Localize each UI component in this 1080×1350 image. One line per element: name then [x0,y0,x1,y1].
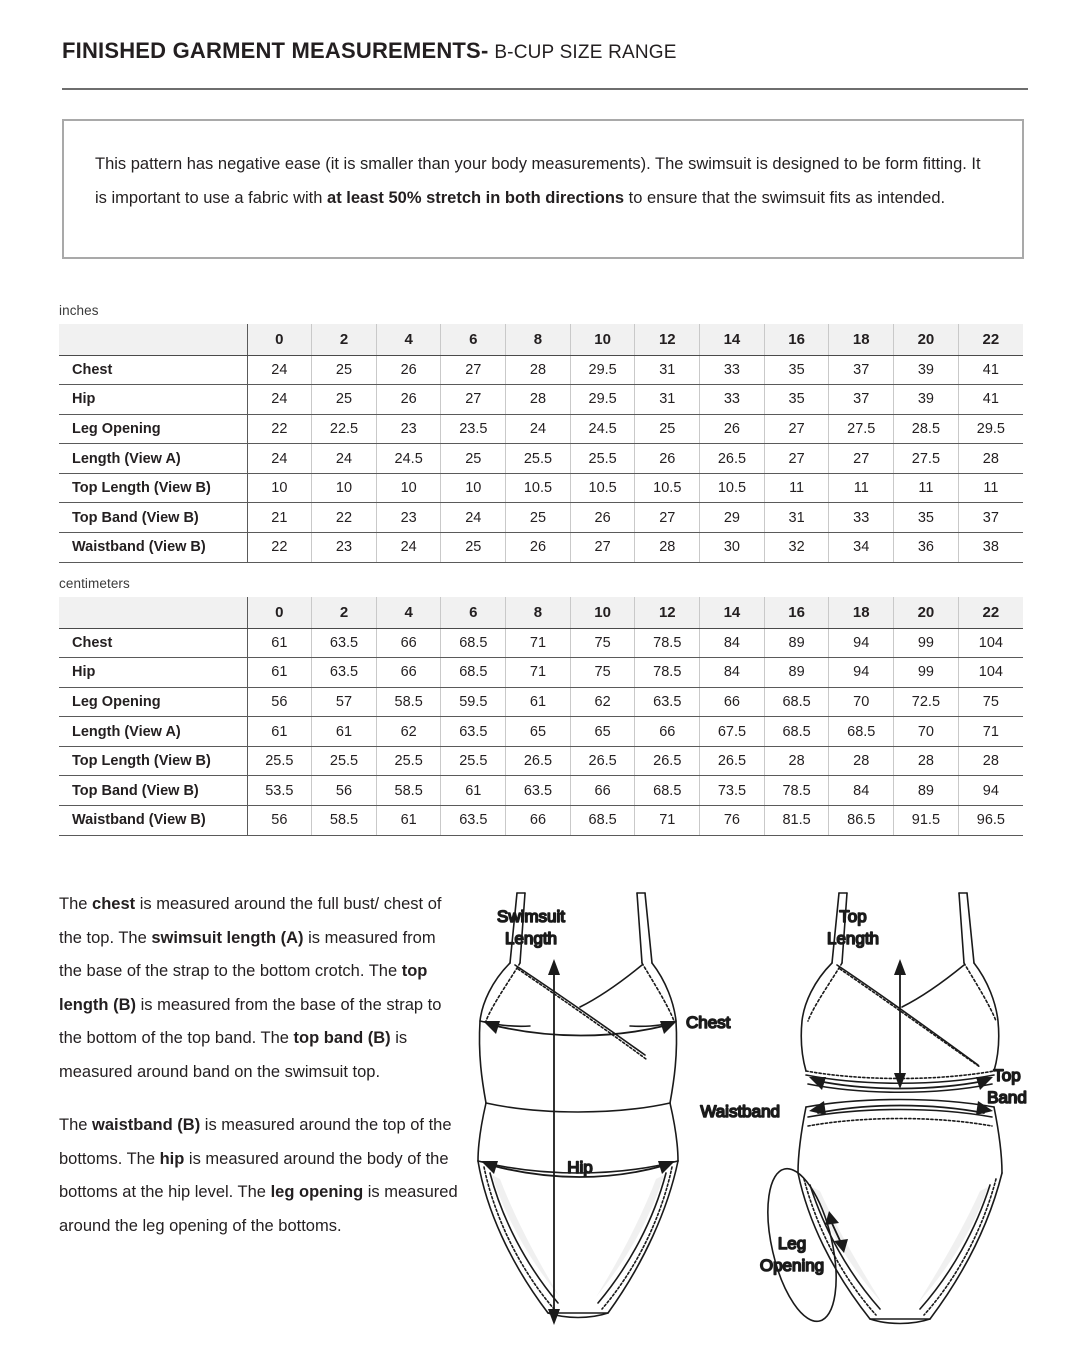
size-column-header: 16 [764,597,829,628]
table-row [59,414,1023,444]
measurement-cell: 25.5 [506,444,571,474]
measurement-cell: 22 [247,533,312,563]
measurement-cell: 35 [894,503,959,533]
desc-p2-a: The [59,1116,93,1134]
measurement-cell: 28.5 [894,414,959,444]
measurement-cell: 56 [247,806,312,836]
measurement-cell: 28 [764,746,829,776]
size-column-header: 20 [894,597,959,628]
measurement-cell: 25 [441,533,506,563]
measurement-cell: 61 [247,717,312,747]
measurement-cell: 24.5 [570,414,635,444]
size-column-header: 12 [635,597,700,628]
measurement-row-label: Hip [59,658,247,688]
header-divider [62,88,1028,90]
measurement-cell: 28 [506,385,571,415]
size-column-header: 16 [764,324,829,355]
measurement-cell: 81.5 [764,806,829,836]
measurement-cell: 38 [958,533,1023,563]
measurement-cell: 26 [506,533,571,563]
page-title-main: FINISHED GARMENT MEASUREMENTS [62,38,481,63]
measurement-cell: 22 [247,414,312,444]
measurement-cell: 53.5 [247,776,312,806]
measurement-cell: 23 [312,533,377,563]
measurement-cell: 25.5 [376,746,441,776]
measurement-cell: 35 [764,355,829,385]
size-column-header: 18 [829,597,894,628]
measurement-cell: 76 [700,806,765,836]
measurement-cell: 36 [894,533,959,563]
measurement-cell: 11 [829,473,894,503]
measurement-row-label: Length (View A) [59,717,247,747]
negative-ease-note-box [62,119,1024,259]
measurement-cell: 37 [829,355,894,385]
measurement-cell: 24 [312,444,377,474]
measurement-cell: 63.5 [506,776,571,806]
measurement-row-label: Leg Opening [59,687,247,717]
measurement-cell: 61 [247,658,312,688]
size-column-header: 22 [958,324,1023,355]
measurement-cell: 28 [894,746,959,776]
measurement-cell: 63.5 [441,806,506,836]
measurement-row-label: Top Band (View B) [59,776,247,806]
table-corner-cell [59,324,247,355]
table-row [59,806,1023,836]
measurement-cell: 57 [312,687,377,717]
note-text-part2: to ensure that the swimsuit fits as intended. [624,189,946,207]
measurement-cell: 99 [894,628,959,658]
table-row [59,533,1023,563]
size-column-header: 0 [247,597,312,628]
measurement-cell: 26.5 [700,444,765,474]
measurement-cell: 27 [441,355,506,385]
label-top-band-line2: Band [987,1088,1027,1107]
measurement-cell: 11 [764,473,829,503]
measurement-row-label: Chest [59,628,247,658]
label-leg-opening-line1: Leg [777,1234,807,1253]
page-title [62,38,1028,64]
size-column-header: 20 [894,324,959,355]
note-text-emphasis: at least 50% stretch in both directions [327,189,625,207]
measurement-cell: 33 [700,385,765,415]
table-row [59,717,1023,747]
measurement-cell: 68.5 [570,806,635,836]
table-row [59,355,1023,385]
measurement-cell: 10 [312,473,377,503]
measurements-table-inches [59,324,1023,563]
measurement-cell: 24 [247,444,312,474]
size-column-header: 8 [506,324,571,355]
measurement-cell: 28 [958,746,1023,776]
measurement-cell: 24 [247,355,312,385]
desc-term-leg-opening: leg opening [270,1183,364,1201]
desc-p1-a: The [59,895,93,913]
label-top-length-line2: Length [827,929,879,948]
desc-term-top-length: top length (B) [59,962,428,1014]
measurement-cell: 68.5 [764,687,829,717]
measurement-cell: 89 [764,628,829,658]
measurement-cell: 10.5 [700,473,765,503]
note-text-part1: This pattern has negative ease (it is smaller than your body measurements). The swimsuit is designed to be form fitting. It is important to use a fabric with [95,155,981,207]
measurement-cell: 29 [700,503,765,533]
size-column-header: 10 [570,324,635,355]
measurement-cell: 58.5 [312,806,377,836]
size-column-header: 2 [312,324,377,355]
measurement-cell: 61 [441,776,506,806]
measurement-cell: 23 [376,503,441,533]
swimsuit-technical-diagram [470,885,1070,1335]
measurement-cell: 11 [958,473,1023,503]
measurement-row-label: Top Band (View B) [59,503,247,533]
measurement-cell: 21 [247,503,312,533]
measurement-cell: 63.5 [441,717,506,747]
measurement-cell: 94 [829,628,894,658]
table-row [59,776,1023,806]
measurement-cell: 24 [376,533,441,563]
table-row [59,746,1023,776]
desc-term-swimsuit-length: swimsuit length (A) [151,928,304,947]
size-column-header: 2 [312,597,377,628]
measurement-cell: 27 [764,414,829,444]
measurement-cell: 67.5 [700,717,765,747]
table-row [59,444,1023,474]
measurement-cell: 37 [958,503,1023,533]
table-row [59,473,1023,503]
page-header [62,38,1028,64]
measurement-cell: 89 [894,776,959,806]
measurement-cell: 24 [441,503,506,533]
measurement-cell: 25.5 [247,746,312,776]
table-body-inches [59,355,1023,562]
size-column-header: 4 [376,324,441,355]
negative-ease-note-text [95,147,992,215]
measurement-cell: 23 [376,414,441,444]
measurement-cell: 75 [958,687,1023,717]
table-row [59,687,1023,717]
size-column-header: 6 [441,324,506,355]
measurement-cell: 65 [506,717,571,747]
measurement-cell: 35 [764,385,829,415]
measurement-cell: 33 [700,355,765,385]
measurement-cell: 58.5 [376,776,441,806]
measurement-cell: 66 [506,806,571,836]
measurement-cell: 27 [764,444,829,474]
measurement-cell: 75 [570,658,635,688]
table-header-row [59,597,1023,628]
measurement-cell: 84 [700,658,765,688]
measurement-cell: 68.5 [441,628,506,658]
measurement-cell: 28 [635,533,700,563]
size-column-header: 14 [700,324,765,355]
measurement-cell: 68.5 [441,658,506,688]
measurement-cell: 31 [764,503,829,533]
measurement-cell: 75 [570,628,635,658]
measurement-cell: 84 [700,628,765,658]
measurement-cell: 78.5 [764,776,829,806]
measurement-cell: 22.5 [312,414,377,444]
size-column-header: 6 [441,597,506,628]
measurement-cell: 94 [829,658,894,688]
desc-p1-d: is measured from the base of the strap to the bottom crotch. The [59,928,436,980]
measurement-cell: 24 [506,414,571,444]
measurement-cell: 66 [700,687,765,717]
measurement-cell: 72.5 [894,687,959,717]
measurement-cell: 10.5 [635,473,700,503]
measurement-cell: 56 [312,776,377,806]
measurement-cell: 70 [829,687,894,717]
measurement-cell: 25.5 [312,746,377,776]
measurement-cell: 37 [829,385,894,415]
label-waistband: Waistband [700,1102,780,1121]
measurement-cell: 28 [506,355,571,385]
measurement-cell: 26.5 [700,746,765,776]
desc-term-hip: hip [159,1149,185,1168]
measurement-cell: 62 [376,717,441,747]
measurement-cell: 25 [312,355,377,385]
unit-label-inches: inches [59,303,99,318]
desc-p1-c: is measured around the full bust/ chest of the top. The [59,895,442,947]
table-row [59,628,1023,658]
measurement-cell: 24 [247,385,312,415]
table-row [59,658,1023,688]
measurement-cell: 24.5 [376,444,441,474]
measurement-cell: 62 [570,687,635,717]
measurement-cell: 26.5 [506,746,571,776]
table-header-row [59,324,1023,355]
measurement-cell: 30 [700,533,765,563]
measurement-cell: 26.5 [570,746,635,776]
measurement-cell: 59.5 [441,687,506,717]
measurement-cell: 104 [958,658,1023,688]
desc-p1-e: is measured from the base of the strap to the bottom of the top band. The [59,995,442,1047]
desc-p1-f: is measured around band on the swimsuit top. [59,1029,408,1081]
measurement-cell: 78.5 [635,628,700,658]
desc-term-waistband: waistband (B) [92,1116,201,1134]
measurement-row-label: Length (View A) [59,444,247,474]
view-b-measure-arrows [809,959,993,1253]
measurement-cell: 96.5 [958,806,1023,836]
measurement-cell: 26 [700,414,765,444]
description-paragraph-2 [59,1109,459,1243]
measurement-cell: 27 [570,533,635,563]
measurement-row-label: Waistband (View B) [59,806,247,836]
measurement-cell: 10.5 [570,473,635,503]
measurement-cell: 61 [376,806,441,836]
measurement-cell: 10 [441,473,506,503]
measurement-cell: 27 [441,385,506,415]
measurement-cell: 27 [635,503,700,533]
measurement-cell: 29.5 [570,385,635,415]
measurement-cell: 61 [247,628,312,658]
measurement-row-label: Waistband (View B) [59,533,247,563]
measurement-row-label: Hip [59,385,247,415]
measurement-cell: 66 [570,776,635,806]
measurement-cell: 31 [635,385,700,415]
label-hip: Hip [567,1158,593,1177]
measurement-cell: 33 [829,503,894,533]
measurements-table-centimeters [59,597,1023,836]
measurement-cell: 78.5 [635,658,700,688]
label-top-length-line1: Top [839,907,867,926]
label-swimsuit-length-line1: Swimsuit [496,907,566,926]
measurement-cell: 32 [764,533,829,563]
measurement-cell: 10.5 [506,473,571,503]
page-title-subtitle: B-CUP SIZE RANGE [494,42,677,63]
size-column-header: 22 [958,597,1023,628]
measurement-cell: 25 [441,444,506,474]
measurement-row-label: Top Length (View B) [59,473,247,503]
unit-label-centimeters: centimeters [59,576,130,591]
measurement-cell: 58.5 [376,687,441,717]
measurement-cell: 11 [894,473,959,503]
measurement-cell: 61 [506,687,571,717]
measurement-cell: 63.5 [312,658,377,688]
measurement-cell: 66 [376,658,441,688]
size-column-header: 12 [635,324,700,355]
measurement-cell: 25.5 [570,444,635,474]
measurement-cell: 63.5 [635,687,700,717]
measurement-cell: 56 [247,687,312,717]
page-title-dash: - [480,38,489,63]
desc-p2-c: is measured around the top of the bottoms. The [59,1116,452,1168]
label-leg-opening-line2: Opening [759,1256,825,1275]
measurement-cell: 84 [829,776,894,806]
size-column-header: 8 [506,597,571,628]
measurement-cell: 25 [506,503,571,533]
measurement-cell: 68.5 [829,717,894,747]
label-swimsuit-length-line2: Length [505,929,557,948]
measurement-cell: 28 [958,444,1023,474]
measurement-cell: 27 [829,444,894,474]
measurement-cell: 63.5 [312,628,377,658]
diagram-svg [470,885,1070,1335]
desc-p2-e: is measured around the leg opening of the bottoms. [59,1183,458,1235]
measurement-cell: 66 [635,717,700,747]
measurement-cell: 73.5 [700,776,765,806]
size-column-header: 10 [570,597,635,628]
table-head-centimeters [59,597,1023,628]
measurement-cell: 71 [958,717,1023,747]
measurement-cell: 65 [570,717,635,747]
measurement-cell: 23.5 [441,414,506,444]
table-row [59,503,1023,533]
measurement-cell: 41 [958,385,1023,415]
measurement-cell: 22 [312,503,377,533]
measurement-cell: 91.5 [894,806,959,836]
measurement-row-label: Leg Opening [59,414,247,444]
view-a-onepiece-illustration [478,893,678,1318]
measurement-cell: 26.5 [635,746,700,776]
measurement-cell: 25 [312,385,377,415]
desc-term-chest: chest [92,895,136,913]
size-column-header: 4 [376,597,441,628]
measurement-cell: 25.5 [441,746,506,776]
measurement-cell: 10 [247,473,312,503]
measurement-cell: 68.5 [635,776,700,806]
size-column-header: 0 [247,324,312,355]
measurement-cell: 25 [635,414,700,444]
measurement-cell: 27.5 [829,414,894,444]
measurement-cell: 68.5 [764,717,829,747]
size-column-header: 18 [829,324,894,355]
measurement-cell: 94 [958,776,1023,806]
measurement-cell: 41 [958,355,1023,385]
measurement-cell: 61 [312,717,377,747]
measurement-row-label: Chest [59,355,247,385]
measurement-cell: 27.5 [894,444,959,474]
size-column-header: 14 [700,597,765,628]
measurement-cell: 86.5 [829,806,894,836]
measurement-cell: 31 [635,355,700,385]
measurement-cell: 71 [506,658,571,688]
measurement-descriptions [59,888,459,1263]
desc-term-top-band: top band (B) [293,1029,391,1047]
measurement-cell: 71 [506,628,571,658]
measurement-cell: 89 [764,658,829,688]
measurement-cell: 70 [894,717,959,747]
measurement-cell: 39 [894,385,959,415]
measurement-cell: 66 [376,628,441,658]
measurement-cell: 99 [894,658,959,688]
description-paragraph-1 [59,888,459,1089]
measurement-cell: 29.5 [958,414,1023,444]
table-body-centimeters [59,628,1023,835]
measurement-row-label: Top Length (View B) [59,746,247,776]
measurement-cell: 39 [894,355,959,385]
measurement-cell: 26 [635,444,700,474]
measurement-cell: 29.5 [570,355,635,385]
desc-p2-d: is measured around the body of the bottoms at the hip level. The [59,1149,449,1201]
measurement-cell: 104 [958,628,1023,658]
view-a-measure-arrows [481,959,677,1325]
measurement-cell: 26 [376,385,441,415]
measurement-cell: 26 [376,355,441,385]
measurement-cell: 71 [635,806,700,836]
label-chest: Chest [686,1013,731,1032]
table-head-inches [59,324,1023,355]
measurement-cell: 26 [570,503,635,533]
label-top-band-line1: Top [993,1066,1021,1085]
measurement-cell: 34 [829,533,894,563]
measurement-cell: 28 [829,746,894,776]
measurement-cell: 10 [376,473,441,503]
table-corner-cell [59,597,247,628]
table-row [59,385,1023,415]
